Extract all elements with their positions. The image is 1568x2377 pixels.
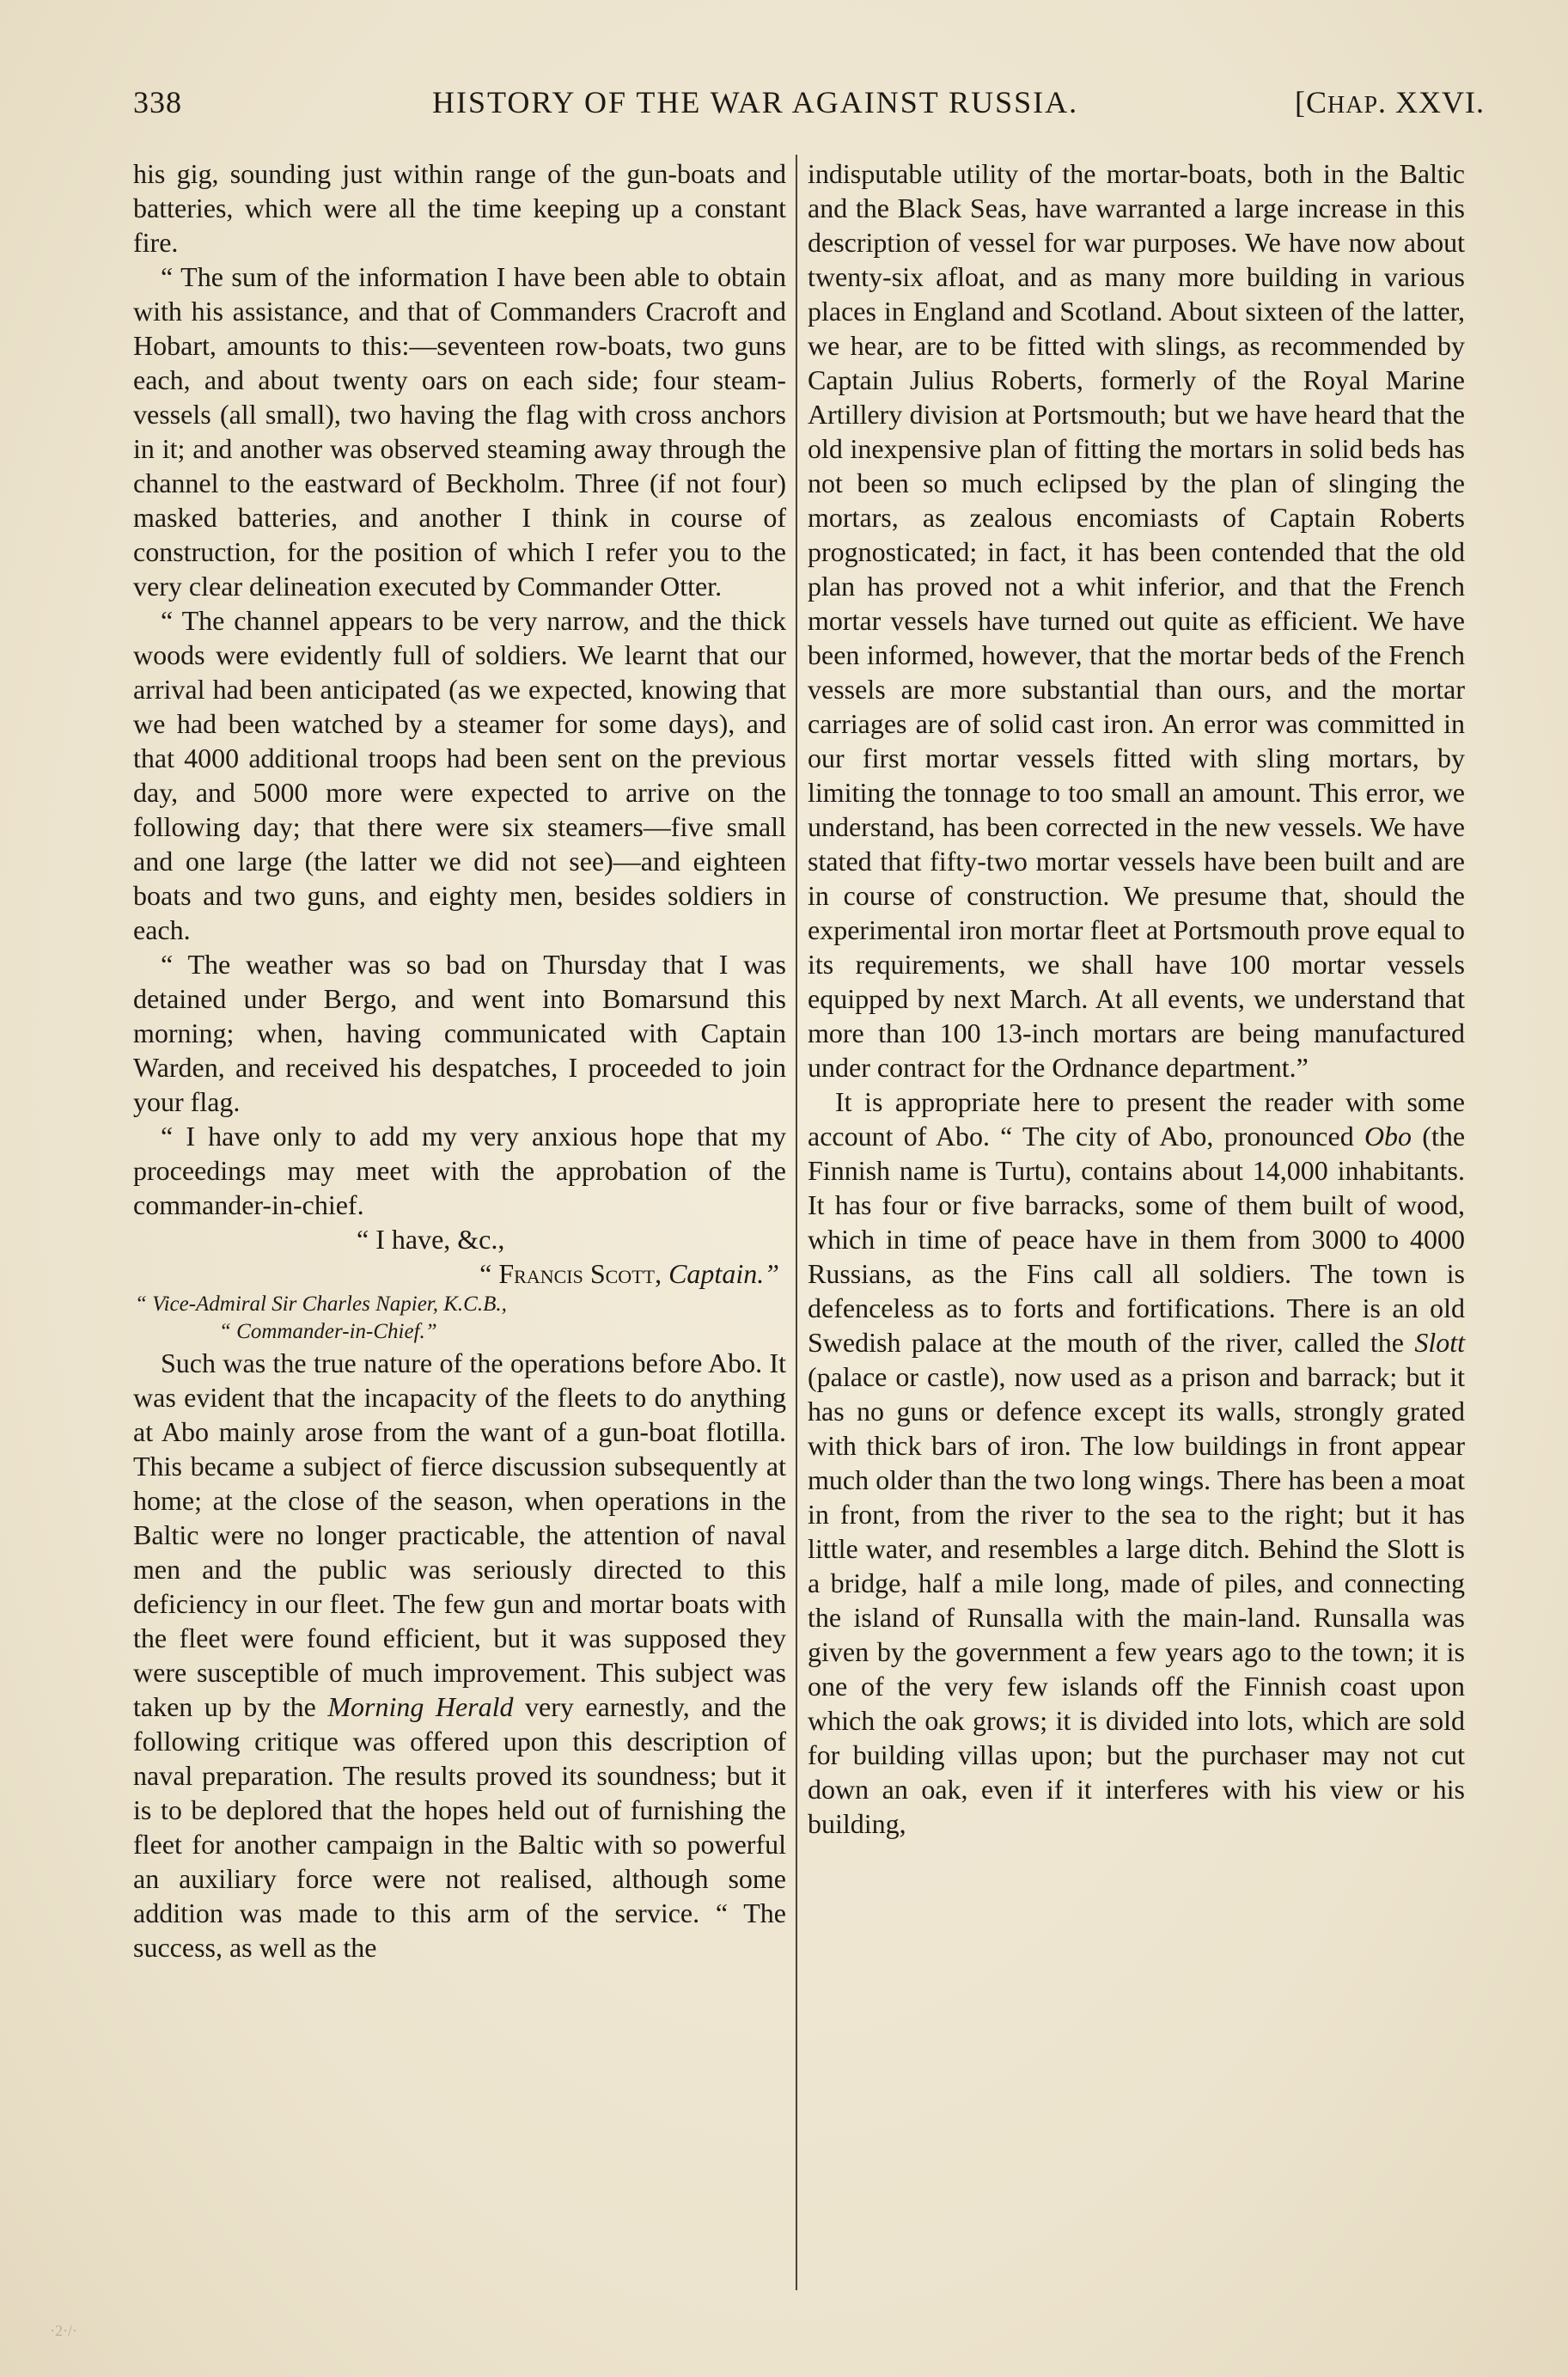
left-column [133,156,786,1965]
paragraph [808,1085,1465,1841]
signature-rank: Captain.” [668,1258,779,1289]
newspaper-title: Morning Herald [327,1691,514,1722]
chapter-suffix: . XXVI. [1378,85,1485,119]
paragraph: “ The weather was so bad on Thursday that I was detained under Bergo, and went into Bomarsund this morning; when, having communicated with Captain Warden, and received his despatches, I proceeded to join your flag. [133,949,786,1117]
chapter-marker [1295,84,1485,120]
paragraph: his gig, sounding just within range of the gun-boats and batteries, which were all the time keeping up a constant fire. [133,158,786,258]
running-title: HISTORY OF THE WAR AGAINST RUSSIA. [432,85,1079,119]
paragraph-text: (the Finnish name is Turtu), contains about 14,000 inhabitants. It has four or five barracks, some of them built of wood, which in time of peace have in them from 3000 to 4000 Russians, as the Fins call all soldiers. The town is defenceless as to forts and fortifications. There is an old Swedish palace at the mouth of the river, called the [808,1121,1466,1358]
chapter-prefix: [C [1295,85,1327,119]
addressee-line: “ Vice-Admiral Sir Charles Napier, K.C.B., [135,1292,507,1316]
paragraph: “ I have only to add my very anxious hope that my proceedings may meet with the approbation of the commander-in-chief. [133,1121,786,1220]
page-number: 338 [133,85,182,119]
paragraph-text: It is appropriate here to present the reader with some account of Abo. “ The city of Abo, pronounced [808,1086,1465,1152]
paragraph [133,1346,786,1965]
running-header [119,84,1493,127]
paragraph: “ The sum of the information I have been able to obtain with his assistance, and that of Commanders Cracroft and Hobart, amounts to this:—seventeen row-boats, two guns each, and about twenty oars on each side; four steam-vessels (all small), two having the flag with cross anchors in it; and another was observed steaming away through the channel to the eastward of Beckholm. Three (if not four) masked batteries, and another I think in course of construction, for the position of which I refer you to the very clear delineation executed by Commander Otter. [133,261,786,602]
paragraph: indisputable utility of the mortar-boats, both in the Baltic and the Black Seas, have warranted a large increase in this description of vessel for war purposes. We have now about twenty-six afloat, and as many more building in various places in England and Scotland. About sixteen of the latter, we hear, are to be fitted with slings, as recommended by Captain Julius Roberts, formerly of the Royal Marine Artillery division at Portsmouth; but we have heard that the old inexpensive plan of fitting the mortars in solid beds has not been so much eclipsed by the plan of slinging the mortars, as zealous encomiasts of Captain Roberts prognosticated; in fact, it has been contended that the old plan has proved not a whit inferior, and that the French mortar vessels have turned out quite as efficient. We have been informed, however, that the mortar beds of the French vessels are more substantial than ours, and the mortar carriages are of solid cast iron. An error was committed in our first mortar vessels fitted with sling mortars, by limiting the tonnage to too small an amount. This error, we understand, has been corrected in the new vessels. We have stated that fifty-two mortar vessels have been built and are in course of construction. We presume that, should the experimental iron mortar fleet at Portsmouth prove equal to its requirements, we shall have 100 mortar vessels equipped by next March. At all events, we understand that more than 100 13-inch mortars are being manufactured under contract for the Ordnance department.” [808,158,1465,1083]
column-divider [796,155,797,2290]
signature-author: “ Francis Scott, [479,1258,662,1289]
paragraph-text: Such was the true nature of the operations before Abo. It was evident that the incapacity of the fleets to do anything at Abo mainly arose from the want of a gun-boat flotilla. This became a subject of fierce discussion subsequently at home; at the close of the season, when operations in the Baltic were no longer practicable, the attention of naval men and the public was seriously directed to this deficiency in our fleet. The few gun and mortar boats with the fleet were found efficient, but it was supposed they were susceptible of much improvement. This subject was taken up by the [133,1347,786,1722]
place-name: Slott [1414,1327,1466,1358]
addressee-line: “ Commander-in-Chief.” [219,1320,437,1343]
page-mark: ·2·/· [50,2322,77,2339]
right-column [808,156,1465,1841]
signature-name [133,1256,786,1291]
chapter-small-caps: HAP [1327,92,1379,119]
pronunciation: Obo [1364,1121,1412,1152]
paragraph-text: (palace or castle), now used as a prison and barrack; but it has no guns or defence except its walls, strongly grated with thick bars of iron. The low buildings in front appear much older than the two long wings. There has been a moat in front, from the river to the sea to the right; but it has little water, and resembles a large ditch. Behind the Slott is a bridge, half a mile long, made of piles, and connecting the island of Runsalla with the main-land. Runsalla was given by the government a few years ago to the town; it is one of the very few islands off the Finnish coast upon which the oak grows; it is divided into lots, which are sold for building villas upon; but the purchaser may not cut down an oak, even if it interferes with his view or his building, [808,1361,1465,1839]
signature-greeting: “ I have, &c., [357,1224,505,1255]
paragraph: “ The channel appears to be very narrow, and the thick woods were evidently full of soldiers. We learnt that our arrival had been anticipated (as we expected, knowing that we had been watched by a steamer for some days), and that 4000 additional troops had been sent on the previous day, and 5000 more were expected to arrive on the following day; that there were six steamers—five small and one large (the latter we did not see)—and eighteen boats and two guns, and eighty men, besides soldiers in each. [133,605,786,945]
paragraph-text: very earnestly, and the following critique was offered upon this description of naval preparation. The results proved its soundness; but it is to be deplored that the hopes held out of furnishing the fleet for another campaign in the Baltic with so powerful an auxiliary force were not realised, although some addition was made to this arm of the service. “ The success, as well as the [133,1691,787,1963]
